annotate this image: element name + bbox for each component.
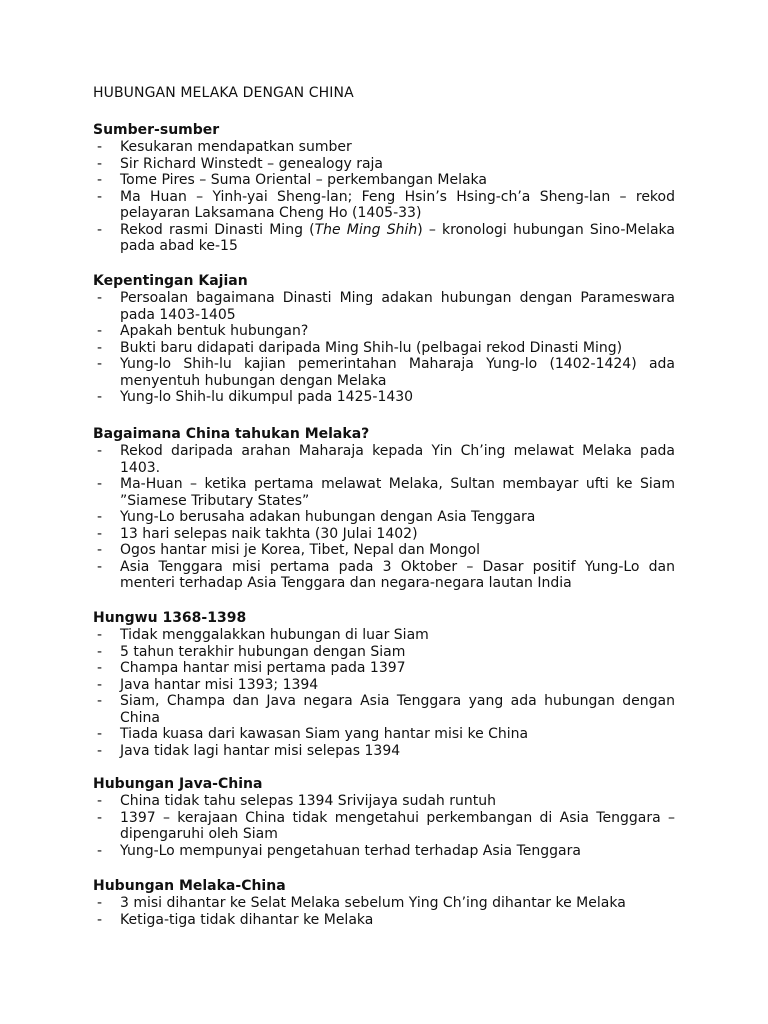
list-item: - Asia Tenggara misi pertama pada 3 Oktober – Dasar positif Yung-Lo dan menteri terhadap Asia Tenggara dan negara-negara lautan India <box>97 558 675 591</box>
document-title: HUBUNGAN MELAKA DENGAN CHINA <box>93 85 354 101</box>
section-heading: Kepentingan Kajian <box>93 273 248 289</box>
list-item: - Ketiga-tiga tidak dihantar ke Melaka <box>97 911 374 928</box>
section-sumber <box>93 121 675 255</box>
list-item: - Champa hantar misi pertama pada 1397 <box>97 660 406 676</box>
section-heading: Sumber-sumber <box>93 122 220 138</box>
list-item: - 3 misi dihantar ke Selat Melaka sebelum Ying Ch’ing dihantar ke Melaka <box>97 895 626 911</box>
list-item: - China tidak tahu selepas 1394 Srivijaya sudah runtuh <box>97 793 496 809</box>
section-bagaimana-china <box>93 425 675 592</box>
list-item: - Bukti baru didapati daripada Ming Shih-lu (pelbagai rekod Dinasti Ming) <box>97 339 623 356</box>
list-item: - 5 tahun terakhir hubungan dengan Siam <box>97 643 406 660</box>
list-item: - Tiada kuasa dari kawasan Siam yang hantar misi ke China <box>97 726 529 742</box>
section-heading: Hungwu 1368-1398 <box>93 610 247 626</box>
list-item: - Rekod rasmi Dinasti Ming (The Ming Shih) – kronologi hubungan Sino-Melaka pada abad ke-15 <box>97 221 675 254</box>
bullet-list <box>93 627 675 759</box>
list-item: - Yung-Lo mempunyai pengetahuan terhad terhadap Asia Tenggara <box>97 842 581 859</box>
list-item: - Sir Richard Winstedt – genealogy raja <box>97 155 384 172</box>
section-kepentingan-kajian <box>93 272 675 406</box>
list-item: - Ma Huan – Yinh-yai Sheng-lan; Feng Hsin’s Hsing-ch’a Sheng-lan – rekod pelayaran Laksamana Cheng Ho (1405-33) <box>97 188 675 221</box>
list-item: - Java hantar misi 1393; 1394 <box>97 676 319 693</box>
list-item: - Ogos hantar misi je Korea, Tibet, Nepal dan Mongol <box>97 542 480 558</box>
list-item: - Java tidak lagi hantar misi selepas 1394 <box>97 742 401 759</box>
section-hungwu <box>93 609 675 759</box>
section-heading: Bagaimana China tahukan Melaka? <box>93 426 370 442</box>
list-item: - Tome Pires – Suma Oriental – perkembangan Melaka <box>97 172 488 188</box>
bullet-list <box>93 793 675 859</box>
list-item: - Rekod daripada arahan Maharaja kepada Yin Ch’ing melawat Melaka pada 1403. <box>97 443 675 476</box>
list-item: - Persoalan bagaimana Dinasti Ming adakan hubungan dengan Parameswara pada 1403-1405 <box>97 290 675 323</box>
list-item: - Yung-Lo berusaha adakan hubungan dengan Asia Tenggara <box>97 509 536 525</box>
list-item: - Kesukaran mendapatkan sumber <box>97 139 352 155</box>
section-heading: Hubungan Melaka-China <box>93 878 286 894</box>
list-item: - Yung-lo Shih-lu kajian pemerintahan Maharaja Yung-lo (1402-1424) ada menyentuh hubungan dengan Melaka <box>97 356 675 389</box>
bullet-list <box>93 290 675 406</box>
list-item: - Tidak menggalakkan hubungan di luar Siam <box>97 627 429 643</box>
list-item: - Apakah bentuk hubungan? <box>97 323 309 339</box>
bullet-list <box>93 895 675 928</box>
bullet-list <box>93 443 675 592</box>
section-heading: Hubungan Java-China <box>93 776 263 792</box>
list-item: - Ma-Huan – ketika pertama melawat Melaka, Sultan membayar ufti ke Siam ”Siamese Tributary States” <box>97 476 675 509</box>
bullet-list <box>93 139 675 255</box>
list-item: - 1397 – kerajaan China tidak mengetahui perkembangan di Asia Tenggara – dipengaruhi oleh Siam <box>97 809 675 842</box>
section-hubungan-melaka-china <box>93 877 675 928</box>
list-item: - 13 hari selepas naik takhta (30 Julai 1402) <box>97 525 418 542</box>
section-hubungan-java-china <box>93 775 675 859</box>
list-item: - Yung-lo Shih-lu dikumpul pada 1425-1430 <box>97 389 414 405</box>
list-item: - Siam, Champa dan Java negara Asia Tenggara yang ada hubungan dengan China <box>97 693 675 726</box>
